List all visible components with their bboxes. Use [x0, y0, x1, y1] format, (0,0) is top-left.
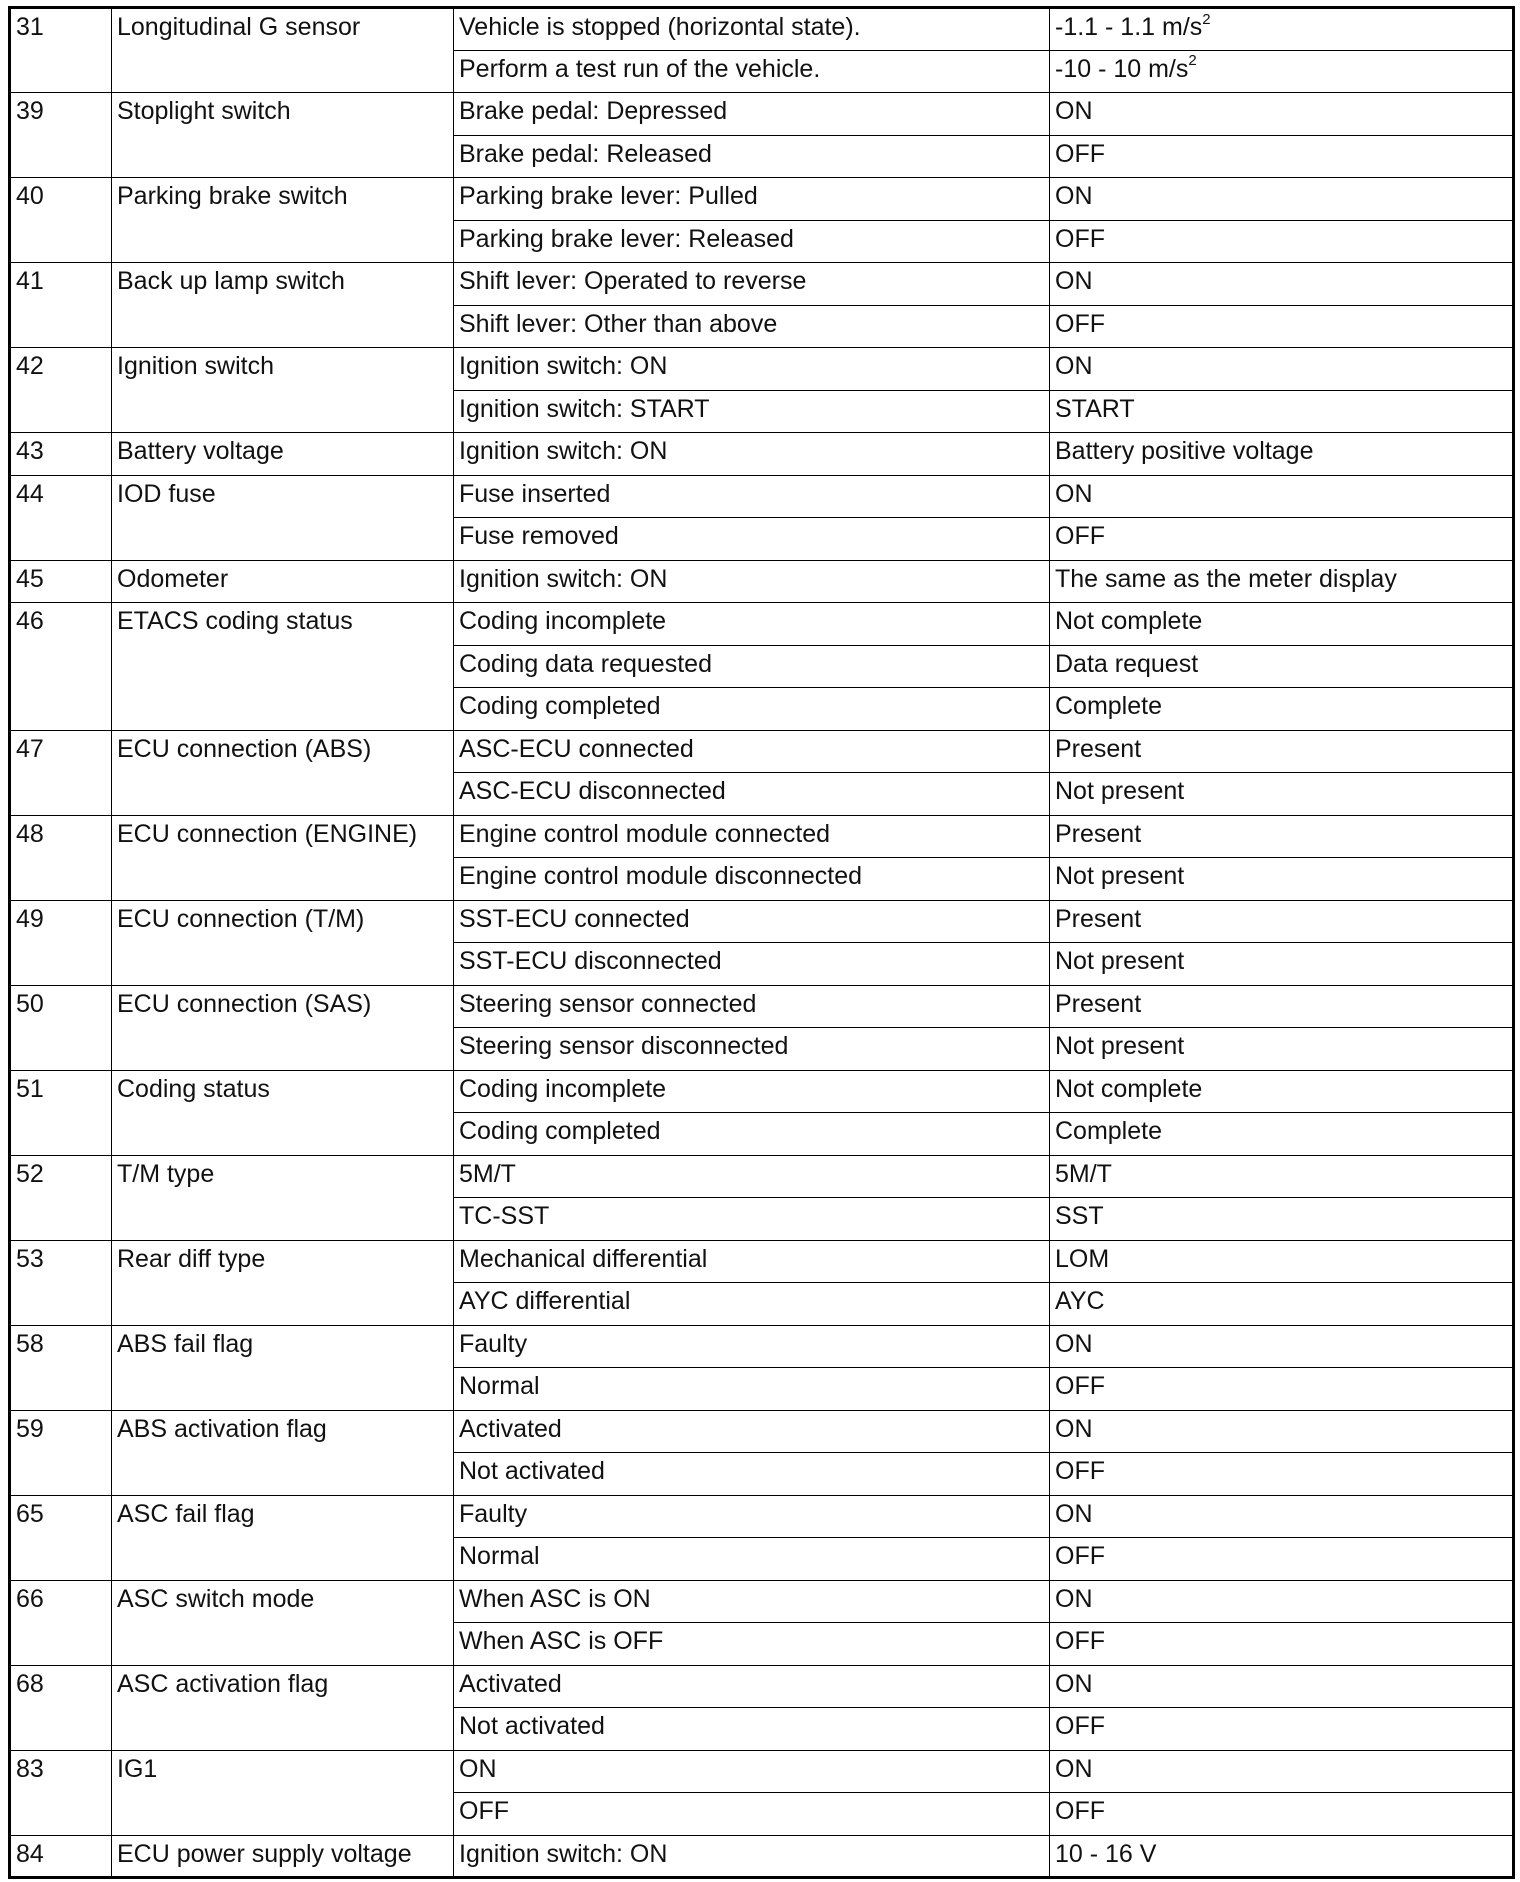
- normal-condition-cell: [1050, 645, 1514, 688]
- check-item-cell: ECU power supply voltage: [112, 1835, 454, 1878]
- normal-condition-value: OFF: [1055, 1372, 1105, 1400]
- check-condition-cell: Coding incomplete: [454, 603, 1050, 646]
- check-condition-cell: Fuse inserted: [454, 475, 1050, 518]
- normal-condition-value: Complete: [1055, 692, 1162, 720]
- table-row: [10, 1835, 1514, 1878]
- check-condition-cell: Engine control module connected: [454, 815, 1050, 858]
- normal-condition-cell: [1050, 815, 1514, 858]
- normal-condition-cell: [1050, 1453, 1514, 1496]
- check-condition-cell: Faulty: [454, 1325, 1050, 1368]
- normal-condition-cell: [1050, 390, 1514, 433]
- table-row: [10, 1325, 1514, 1368]
- item-number-cell: 51: [10, 1070, 112, 1155]
- item-number-cell: 46: [10, 603, 112, 731]
- check-item-cell: Back up lamp switch: [112, 263, 454, 348]
- item-number-cell: 68: [10, 1665, 112, 1750]
- item-number-cell: 66: [10, 1580, 112, 1665]
- normal-condition-value: OFF: [1055, 1542, 1105, 1570]
- normal-condition-value: ON: [1055, 267, 1093, 295]
- normal-condition-cell: [1050, 560, 1514, 603]
- normal-condition-cell: [1050, 688, 1514, 731]
- service-data-table: [8, 6, 1515, 1879]
- normal-condition-value: OFF: [1055, 224, 1105, 253]
- normal-condition-value: OFF: [1055, 522, 1105, 550]
- item-number-cell: 43: [10, 433, 112, 476]
- check-item-cell: ETACS coding status: [112, 603, 454, 731]
- normal-condition-value: OFF: [1055, 1627, 1105, 1655]
- check-item-cell: Odometer: [112, 560, 454, 603]
- check-item-cell: IG1: [112, 1750, 454, 1835]
- check-condition-cell: Activated: [454, 1410, 1050, 1453]
- normal-condition-cell: [1050, 773, 1514, 816]
- normal-condition-cell: [1050, 305, 1514, 348]
- normal-condition-value: ON: [1055, 1754, 1093, 1783]
- check-condition-cell: SST-ECU connected: [454, 900, 1050, 943]
- table-row: [10, 985, 1514, 1028]
- check-condition-cell: Not activated: [454, 1453, 1050, 1496]
- normal-condition-cell: [1050, 1198, 1514, 1241]
- check-condition-cell: Coding completed: [454, 688, 1050, 731]
- normal-condition-cell: [1050, 943, 1514, 986]
- table-row: [10, 560, 1514, 603]
- check-condition-cell: Ignition switch: ON: [454, 348, 1050, 391]
- table-row: [10, 178, 1514, 221]
- table-row: [10, 475, 1514, 518]
- service-data-table-sheet: [8, 6, 1512, 1876]
- normal-condition-value: Not present: [1055, 777, 1185, 805]
- check-condition-cell: Shift lever: Operated to reverse: [454, 263, 1050, 306]
- normal-condition-value: ON: [1055, 1414, 1093, 1443]
- table-row: [10, 1665, 1514, 1708]
- item-number-cell: 49: [10, 900, 112, 985]
- normal-condition-value: ON: [1055, 97, 1093, 125]
- normal-condition-value: LOM: [1055, 1244, 1110, 1273]
- check-item-cell: ECU connection (ENGINE): [112, 815, 454, 900]
- normal-condition-value: ON: [1055, 1329, 1093, 1358]
- normal-condition-cell: [1050, 1155, 1514, 1198]
- normal-condition-cell: [1050, 1835, 1514, 1878]
- normal-condition-cell: [1050, 1750, 1514, 1793]
- normal-condition-value: ON: [1055, 479, 1093, 508]
- normal-condition-value: OFF: [1055, 139, 1105, 168]
- normal-condition-value: OFF: [1055, 1797, 1105, 1825]
- table-row: [10, 1750, 1514, 1793]
- item-number-cell: 41: [10, 263, 112, 348]
- table-body: [10, 8, 1514, 1878]
- normal-condition-value: ON: [1055, 1669, 1093, 1698]
- check-condition-cell: SST-ECU disconnected: [454, 943, 1050, 986]
- check-condition-cell: Parking brake lever: Released: [454, 220, 1050, 263]
- check-item-cell: Ignition switch: [112, 348, 454, 433]
- item-number-cell: 84: [10, 1835, 112, 1878]
- check-condition-cell: When ASC is OFF: [454, 1623, 1050, 1666]
- check-condition-cell: Vehicle is stopped (horizontal state).: [454, 8, 1050, 51]
- table-row: [10, 1580, 1514, 1623]
- check-condition-cell: Not activated: [454, 1708, 1050, 1751]
- table-row: [10, 730, 1514, 773]
- normal-condition-value: Not present: [1055, 862, 1185, 890]
- table-row: [10, 1410, 1514, 1453]
- item-number-cell: 39: [10, 93, 112, 178]
- normal-condition-cell: [1050, 50, 1514, 93]
- check-condition-cell: Fuse removed: [454, 518, 1050, 561]
- normal-condition-cell: [1050, 1708, 1514, 1751]
- check-item-cell: Battery voltage: [112, 433, 454, 476]
- check-condition-cell: Engine control module disconnected: [454, 858, 1050, 901]
- item-number-cell: 58: [10, 1325, 112, 1410]
- item-number-cell: 52: [10, 1155, 112, 1240]
- check-condition-cell: Mechanical differential: [454, 1240, 1050, 1283]
- normal-condition-cell: [1050, 1368, 1514, 1411]
- item-number-cell: 83: [10, 1750, 112, 1835]
- table-row: [10, 1240, 1514, 1283]
- item-number-cell: 31: [10, 8, 112, 93]
- normal-condition-cell: [1050, 985, 1514, 1028]
- check-condition-cell: Steering sensor disconnected: [454, 1028, 1050, 1071]
- normal-condition-cell: [1050, 603, 1514, 646]
- table-row: [10, 815, 1514, 858]
- normal-condition-cell: [1050, 1240, 1514, 1283]
- normal-condition-cell: [1050, 475, 1514, 518]
- normal-condition-cell: [1050, 900, 1514, 943]
- normal-condition-value: ON: [1055, 1499, 1093, 1528]
- table-row: [10, 1495, 1514, 1538]
- check-condition-cell: Perform a test run of the vehicle.: [454, 50, 1050, 93]
- table-row: [10, 8, 1514, 51]
- item-number-cell: 65: [10, 1495, 112, 1580]
- check-condition-cell: Coding data requested: [454, 645, 1050, 688]
- normal-condition-value: OFF: [1055, 1712, 1105, 1740]
- normal-condition-cell: [1050, 1113, 1514, 1156]
- normal-condition-value: -10 - 10 m/s: [1055, 54, 1189, 83]
- normal-condition-value: ON: [1055, 182, 1093, 210]
- check-condition-cell: Brake pedal: Released: [454, 135, 1050, 178]
- check-condition-cell: Ignition switch: START: [454, 390, 1050, 433]
- check-item-cell: Rear diff type: [112, 1240, 454, 1325]
- normal-condition-cell: [1050, 518, 1514, 561]
- check-condition-cell: 5M/T: [454, 1155, 1050, 1198]
- check-condition-cell: ASC-ECU connected: [454, 730, 1050, 773]
- normal-condition-cell: [1050, 348, 1514, 391]
- table-row: [10, 433, 1514, 476]
- normal-condition-cell: [1050, 1580, 1514, 1623]
- normal-condition-value: 5M/T: [1055, 1159, 1112, 1188]
- normal-condition-cell: [1050, 135, 1514, 178]
- normal-condition-cell: [1050, 1665, 1514, 1708]
- check-condition-cell: ON: [454, 1750, 1050, 1793]
- normal-condition-cell: [1050, 1538, 1514, 1581]
- check-item-cell: ECU connection (T/M): [112, 900, 454, 985]
- normal-condition-value: Not complete: [1055, 1074, 1203, 1103]
- item-number-cell: 47: [10, 730, 112, 815]
- check-condition-cell: Activated: [454, 1665, 1050, 1708]
- table-row: [10, 603, 1514, 646]
- normal-condition-value: SST: [1055, 1202, 1104, 1230]
- check-condition-cell: ASC-ECU disconnected: [454, 773, 1050, 816]
- check-condition-cell: When ASC is ON: [454, 1580, 1050, 1623]
- check-condition-cell: Shift lever: Other than above: [454, 305, 1050, 348]
- check-item-cell: T/M type: [112, 1155, 454, 1240]
- check-condition-cell: OFF: [454, 1793, 1050, 1836]
- normal-condition-value: ON: [1055, 1584, 1093, 1613]
- check-condition-cell: Ignition switch: ON: [454, 1835, 1050, 1878]
- item-number-cell: 40: [10, 178, 112, 263]
- check-item-cell: Longitudinal G sensor: [112, 8, 454, 93]
- normal-condition-cell: [1050, 1410, 1514, 1453]
- normal-condition-cell: [1050, 8, 1514, 51]
- check-condition-cell: TC-SST: [454, 1198, 1050, 1241]
- check-condition-cell: Steering sensor connected: [454, 985, 1050, 1028]
- check-item-cell: ECU connection (SAS): [112, 985, 454, 1070]
- normal-condition-value: Not present: [1055, 947, 1185, 975]
- normal-condition-value: Present: [1055, 734, 1142, 763]
- normal-condition-cell: [1050, 1495, 1514, 1538]
- normal-condition-cell: [1050, 1325, 1514, 1368]
- check-condition-cell: Coding incomplete: [454, 1070, 1050, 1113]
- table-row: [10, 348, 1514, 391]
- check-condition-cell: Coding completed: [454, 1113, 1050, 1156]
- check-item-cell: Coding status: [112, 1070, 454, 1155]
- normal-condition-value: -1.1 - 1.1 m/s: [1055, 13, 1203, 41]
- check-item-cell: ABS fail flag: [112, 1325, 454, 1410]
- table-row: [10, 263, 1514, 306]
- normal-condition-value: 10 - 16 V: [1055, 1839, 1157, 1868]
- normal-condition-cell: [1050, 730, 1514, 773]
- table-row: [10, 1070, 1514, 1113]
- item-number-cell: 45: [10, 560, 112, 603]
- normal-condition-value: OFF: [1055, 1457, 1105, 1485]
- normal-condition-cell: [1050, 858, 1514, 901]
- item-number-cell: 59: [10, 1410, 112, 1495]
- normal-condition-value: Not present: [1055, 1032, 1185, 1060]
- check-item-cell: Parking brake switch: [112, 178, 454, 263]
- normal-condition-cell: [1050, 1070, 1514, 1113]
- item-number-cell: 44: [10, 475, 112, 560]
- check-item-cell: ECU connection (ABS): [112, 730, 454, 815]
- normal-condition-value: Present: [1055, 989, 1142, 1018]
- normal-condition-value: Present: [1055, 904, 1142, 933]
- item-number-cell: 42: [10, 348, 112, 433]
- unit-exponent: 2: [1188, 52, 1197, 70]
- item-number-cell: 50: [10, 985, 112, 1070]
- normal-condition-value: Complete: [1055, 1117, 1162, 1145]
- normal-condition-value: OFF: [1055, 309, 1105, 338]
- check-condition-cell: Brake pedal: Depressed: [454, 93, 1050, 136]
- normal-condition-cell: [1050, 1028, 1514, 1071]
- normal-condition-value: ON: [1055, 352, 1093, 380]
- normal-condition-value: AYC: [1055, 1287, 1105, 1315]
- check-condition-cell: Normal: [454, 1538, 1050, 1581]
- table-row: [10, 93, 1514, 136]
- unit-exponent: 2: [1202, 10, 1211, 28]
- normal-condition-cell: [1050, 220, 1514, 263]
- normal-condition-value: The same as the meter display: [1055, 564, 1397, 593]
- check-item-cell: IOD fuse: [112, 475, 454, 560]
- normal-condition-value: Data request: [1055, 649, 1199, 678]
- table-row: [10, 900, 1514, 943]
- normal-condition-cell: [1050, 93, 1514, 136]
- check-condition-cell: Ignition switch: ON: [454, 560, 1050, 603]
- check-condition-cell: AYC differential: [454, 1283, 1050, 1326]
- normal-condition-value: Battery positive voltage: [1055, 437, 1314, 465]
- check-condition-cell: Parking brake lever: Pulled: [454, 178, 1050, 221]
- check-item-cell: ASC switch mode: [112, 1580, 454, 1665]
- normal-condition-cell: [1050, 263, 1514, 306]
- normal-condition-value: START: [1055, 394, 1135, 423]
- normal-condition-cell: [1050, 433, 1514, 476]
- check-item-cell: Stoplight switch: [112, 93, 454, 178]
- check-condition-cell: Faulty: [454, 1495, 1050, 1538]
- normal-condition-value: Not complete: [1055, 607, 1203, 635]
- check-condition-cell: Ignition switch: ON: [454, 433, 1050, 476]
- item-number-cell: 53: [10, 1240, 112, 1325]
- check-item-cell: ABS activation flag: [112, 1410, 454, 1495]
- normal-condition-cell: [1050, 1283, 1514, 1326]
- item-number-cell: 48: [10, 815, 112, 900]
- normal-condition-cell: [1050, 1623, 1514, 1666]
- table-row: [10, 1155, 1514, 1198]
- check-item-cell: ASC fail flag: [112, 1495, 454, 1580]
- normal-condition-cell: [1050, 1793, 1514, 1836]
- normal-condition-cell: [1050, 178, 1514, 221]
- normal-condition-value: Present: [1055, 819, 1142, 848]
- check-condition-cell: Normal: [454, 1368, 1050, 1411]
- check-item-cell: ASC activation flag: [112, 1665, 454, 1750]
